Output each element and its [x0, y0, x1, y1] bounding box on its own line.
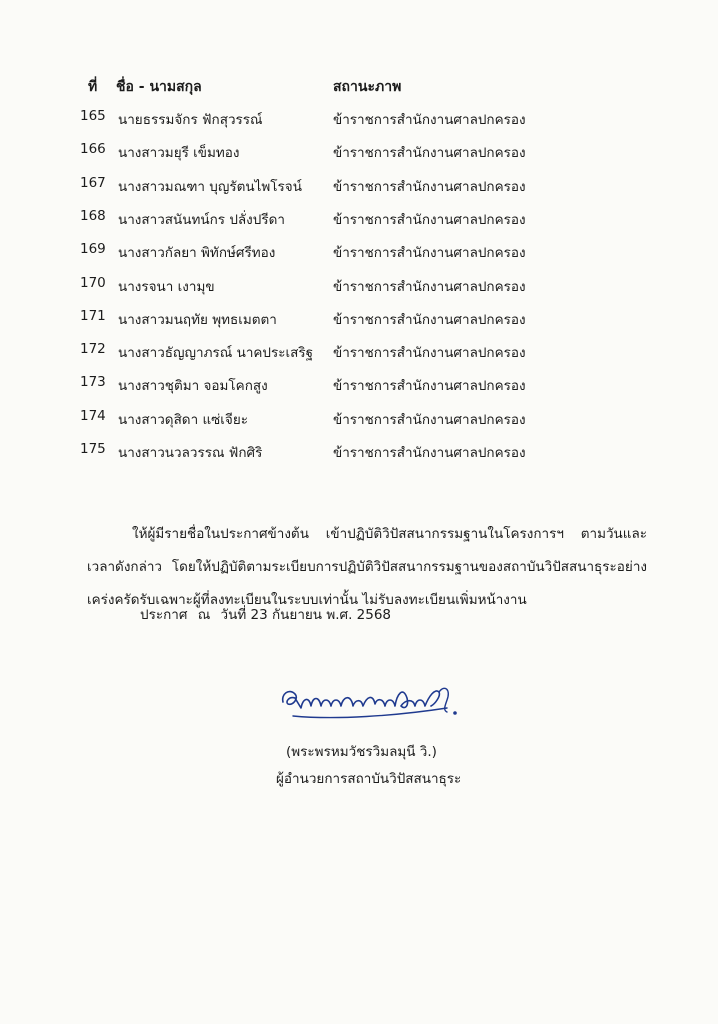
- row-number: 174: [80, 407, 106, 424]
- row-status: ข้าราชการสำนักงานศาลปกครอง: [333, 445, 526, 461]
- row-name: นางสาวมณฑา บุญรัตนไพโรจน์: [118, 178, 302, 195]
- row-name: นางสาวกัลยา พิทักษ์ศรีทอง: [118, 245, 276, 262]
- row-name: นางสาวนวลวรรณ ฟักศิริ: [118, 445, 263, 461]
- header-name: ชื่อ - นามสกุล: [116, 79, 202, 95]
- row-name: นางสาวชุติมา จอมโคกสูง: [118, 378, 268, 395]
- handwritten-signature: [275, 676, 465, 732]
- row-number: 170: [80, 274, 106, 291]
- table-row: [0, 241, 718, 265]
- signer-name: (พระพรหมวัชรวิมลมุนี วิ.): [286, 744, 437, 760]
- row-status: ข้าราชการสำนักงานศาลปกครอง: [333, 178, 526, 195]
- row-number: 168: [80, 207, 106, 224]
- table-row: [0, 374, 718, 398]
- row-status: ข้าราชการสำนักงานศาลปกครอง: [333, 245, 526, 262]
- row-status: ข้าราชการสำนักงานศาลปกครอง: [333, 112, 526, 128]
- table-row: [0, 275, 718, 299]
- row-number: 165: [80, 108, 106, 124]
- row-number: 167: [80, 174, 106, 191]
- row-name: นางสาวมยุรี เข็มทอง: [118, 145, 240, 162]
- row-status: ข้าราชการสำนักงานศาลปกครอง: [333, 411, 526, 428]
- row-name: นางสาวมนฤทัย พุทธเมตตา: [118, 311, 277, 328]
- table-row: [0, 308, 718, 332]
- table-row: [0, 208, 718, 232]
- table-row: [0, 108, 718, 132]
- table-row: [0, 141, 718, 165]
- signer-position: ผู้อำนวยการสถาบันวิปัสสนาธุระ: [276, 771, 462, 787]
- body-paragraph: ให้ผู้มีรายชื่อในประกาศข้างต้น เข้าปฏิบัติวิปัสสนากรรมฐานในโครงการฯ ตามวันและเวลาดังกล่าว โดยให้ปฏิบัติตามระเบียบการปฏิบัติวิปัสสนากรรมฐานของสถาบันวิปัสสนาธุระอย่างเคร่งครัดรับเฉพาะผู้ที่ลงทะเบียนในระบบเท่านั้น ไม่รับลงทะเบียนเพิ่มหน้างาน: [87, 525, 647, 608]
- row-number: 173: [80, 374, 106, 391]
- row-status: ข้าราชการสำนักงานศาลปกครอง: [333, 278, 526, 295]
- table-row: [0, 341, 718, 365]
- table-row: [0, 175, 718, 199]
- announcement-date: วันที่ 23 กันยายน พ.ศ. 2568: [220, 607, 392, 623]
- header-status: สถานะภาพ: [333, 79, 402, 95]
- table-row: [0, 441, 718, 465]
- row-status: ข้าราชการสำนักงานศาลปกครอง: [333, 211, 526, 228]
- row-status: ข้าราชการสำนักงานศาลปกครอง: [333, 378, 526, 395]
- row-status: ข้าราชการสำนักงานศาลปกครอง: [333, 345, 526, 362]
- row-number: 172: [80, 341, 106, 358]
- row-status: ข้าราชการสำนักงานศาลปกครอง: [333, 145, 526, 162]
- row-name: นางสาวดุสิดา แซ่เจียะ: [118, 411, 248, 428]
- announcement-label: ประกาศ: [140, 607, 188, 623]
- table-row: [0, 408, 718, 432]
- announcement-line: [140, 603, 397, 625]
- header-number: ที่: [88, 79, 98, 95]
- row-name: นางรจนา เงามุข: [118, 278, 215, 295]
- row-name: นางสาวสนันทน์กร ปลั่งปรีดา: [118, 211, 285, 228]
- row-name: นางสาวธัญญาภรณ์ นาคประเสริฐ: [118, 345, 314, 362]
- row-number: 169: [80, 241, 106, 258]
- table-header: [0, 76, 718, 100]
- row-number: 166: [80, 141, 106, 158]
- row-name: นายธรรมจักร ฟักสุวรรณ์: [118, 112, 263, 128]
- row-status: ข้าราชการสำนักงานศาลปกครอง: [333, 311, 526, 328]
- row-number: 175: [80, 441, 106, 457]
- announcement-at: ณ: [197, 607, 211, 623]
- row-number: 171: [80, 307, 106, 324]
